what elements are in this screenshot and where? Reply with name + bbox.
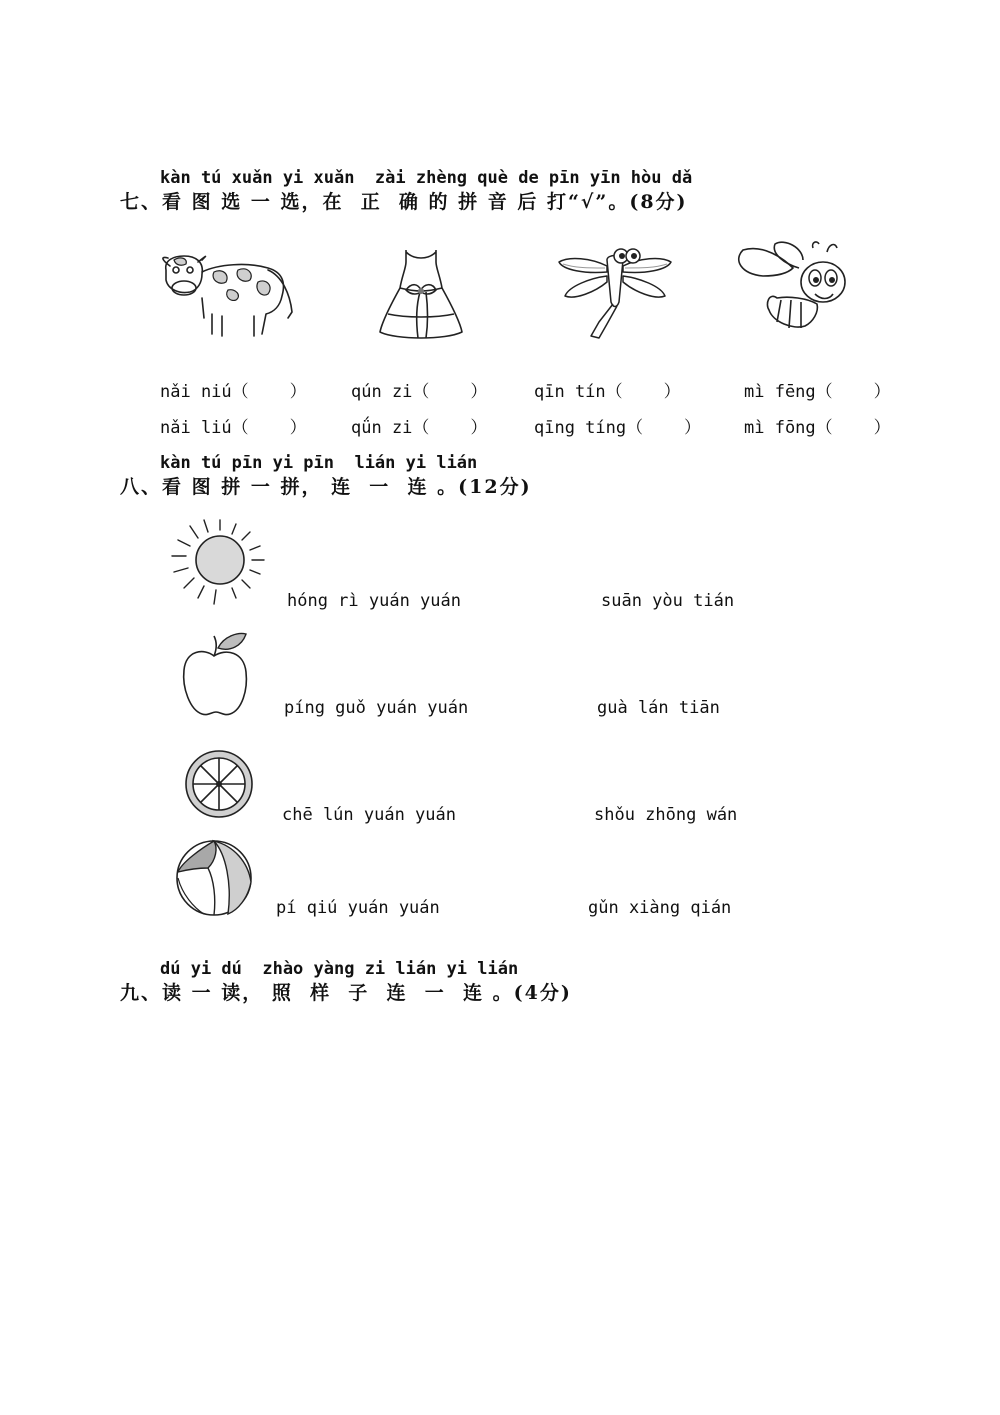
right-word-1[interactable]: suān yòu tián (601, 591, 735, 611)
ball-icon (174, 838, 254, 918)
option-cow-1[interactable]: nǎi niú（ ） (160, 382, 307, 402)
right-word-3[interactable]: shǒu zhōng wán (594, 805, 738, 825)
option-cow-2[interactable]: nǎi liú（ ） (160, 418, 307, 438)
left-word-2[interactable]: píng guǒ yuán yuán (284, 698, 469, 718)
option-dragonfly-2[interactable]: qīng tíng（ ） (534, 418, 702, 438)
right-word-2[interactable]: guà lán tiān (597, 698, 720, 718)
s7-pinyin: kàn tú xuǎn yi xuǎn zài zhèng què de pīn yīn hòu dǎ (160, 168, 693, 188)
option-dragonfly-1[interactable]: qīn tín（ ） (534, 382, 681, 402)
left-word-4[interactable]: pí qiú yuán yuán (276, 898, 440, 918)
right-word-4[interactable]: gǔn xiàng qián (588, 898, 732, 918)
option-bee-2[interactable]: mì fōng（ ） (744, 418, 891, 438)
s8-pinyin: kàn tú pīn yi pīn lián yi lián (160, 453, 478, 473)
option-bee-1[interactable]: mì fēng（ ） (744, 382, 891, 402)
dress-icon (376, 246, 466, 346)
dragonfly-icon (555, 246, 675, 344)
left-word-3[interactable]: chē lún yuán yuán (282, 805, 456, 825)
option-dress-1[interactable]: qún zi（ ） (351, 382, 488, 402)
left-word-1[interactable]: hóng rì yuán yuán (287, 591, 461, 611)
apple-icon (180, 630, 250, 718)
s9-title: 九、读 一 读， 照 样 子 连 一 连 。(4分) (120, 982, 572, 1004)
s8-title: 八、看 图 拼 一 拼， 连 一 连 。(12分) (120, 476, 532, 498)
s9-pinyin: dú yi dú zhào yàng zi lián yi lián (160, 959, 519, 979)
s7-title: 七、看 图 选 一 选，在 正 确 的 拼 音 后 打“√”。(8分) (120, 191, 688, 213)
wheel-icon (183, 748, 255, 820)
sun-icon (170, 518, 268, 606)
option-dress-2[interactable]: qǘn zi（ ） (351, 418, 488, 438)
bee-icon (733, 238, 853, 338)
cow-icon (158, 248, 298, 343)
